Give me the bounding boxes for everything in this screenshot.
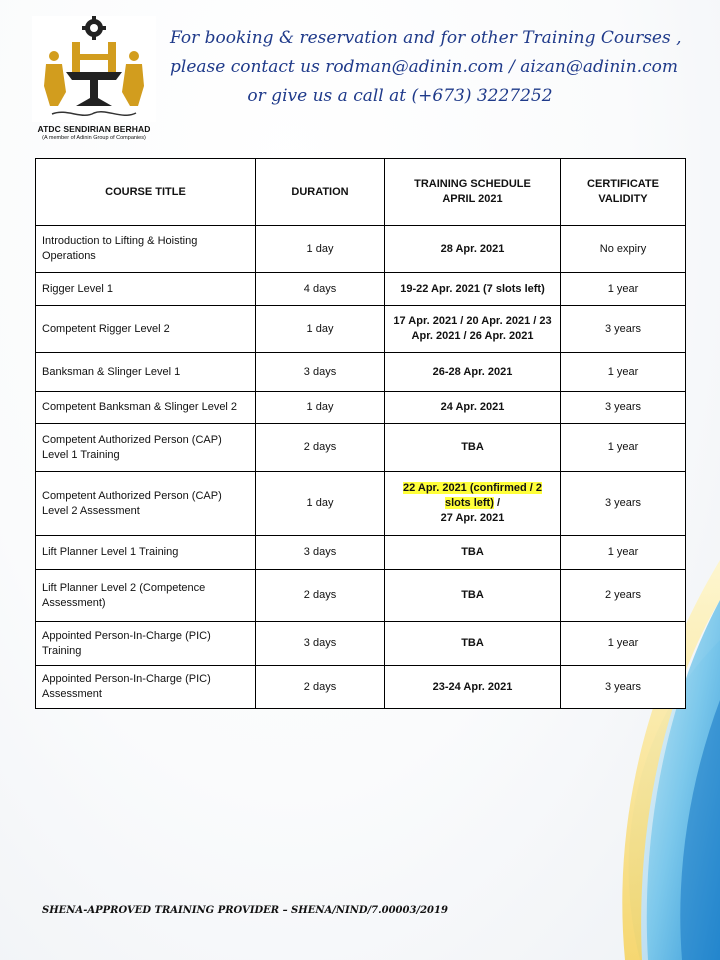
table-row: [36, 666, 686, 709]
table-row: [36, 424, 686, 472]
schedule-cell: [385, 472, 561, 536]
header-schedule-line-2: APRIL 2021: [442, 193, 503, 205]
schedule-cell: 26-28 Apr. 2021: [385, 353, 561, 392]
validity-cell: 3 years: [561, 306, 686, 353]
validity-cell: 3 years: [561, 392, 686, 424]
header-training-schedule: [385, 159, 561, 226]
header-schedule-line-1: TRAINING SCHEDULE: [414, 178, 531, 190]
validity-cell: 2 years: [561, 570, 686, 622]
duration-cell: 1 day: [256, 306, 385, 353]
contact-line-3[interactable]: or give us a call at (+673) 3227252: [247, 86, 553, 106]
duration-cell: 1 day: [256, 226, 385, 273]
schedule-cell: TBA: [385, 570, 561, 622]
table-row: [36, 392, 686, 424]
course-title-cell: Appointed Person-In-Charge (PIC) Assessment: [36, 666, 256, 709]
schedule-cell: 23-24 Apr. 2021: [385, 666, 561, 709]
validity-cell: 1 year: [561, 622, 686, 666]
validity-cell: No expiry: [561, 226, 686, 273]
company-logo: [32, 16, 156, 146]
contact-info: [170, 24, 682, 111]
schedule-cell: 19-22 Apr. 2021 (7 slots left): [385, 273, 561, 306]
schedule-cell: 24 Apr. 2021: [385, 392, 561, 424]
validity-cell: 1 year: [561, 353, 686, 392]
schedule-cell: 28 Apr. 2021: [385, 226, 561, 273]
course-title-cell: Competent Rigger Level 2: [36, 306, 256, 353]
schedule-cell: TBA: [385, 622, 561, 666]
duration-cell: 2 days: [256, 666, 385, 709]
validity-cell: 1 year: [561, 424, 686, 472]
validity-cell: 1 year: [561, 536, 686, 570]
table-row: [36, 622, 686, 666]
training-schedule-table: [35, 158, 686, 709]
duration-cell: 3 days: [256, 536, 385, 570]
duration-cell: 3 days: [256, 353, 385, 392]
course-title-cell: Lift Planner Level 2 (Competence Assessment): [36, 570, 256, 622]
schedule-cell: 17 Apr. 2021 / 20 Apr. 2021 / 23 Apr. 2021 / 26 Apr. 2021: [385, 306, 561, 353]
course-title-cell: Competent Banksman & Slinger Level 2: [36, 392, 256, 424]
validity-cell: 3 years: [561, 472, 686, 536]
course-title-cell: Appointed Person-In-Charge (PIC) Training: [36, 622, 256, 666]
contact-line-1: For booking & reservation and for other Training Courses ,: [170, 28, 682, 48]
table-row: [36, 472, 686, 536]
company-tagline: (A member of Adinin Group of Companies): [42, 135, 146, 141]
table-header-row: [36, 159, 686, 226]
schedule-cell: TBA: [385, 536, 561, 570]
schedule-rest: 27 Apr. 2021: [440, 512, 505, 524]
company-name: ATDC SENDIRIAN BERHAD: [37, 124, 151, 134]
validity-cell: 1 year: [561, 273, 686, 306]
duration-cell: 2 days: [256, 424, 385, 472]
table-row: [36, 306, 686, 353]
duration-cell: 1 day: [256, 472, 385, 536]
duration-cell: 2 days: [256, 570, 385, 622]
course-title-cell: Rigger Level 1: [36, 273, 256, 306]
schedule-separator: /: [493, 497, 501, 509]
course-title-cell: Introduction to Lifting & Hoisting Operations: [36, 226, 256, 273]
contact-line-2[interactable]: please contact us rodman@adinin.com / aizan@adinin.com: [170, 57, 678, 77]
table-row: [36, 353, 686, 392]
table-row: [36, 570, 686, 622]
duration-cell: 4 days: [256, 273, 385, 306]
header-duration: DURATION: [256, 159, 385, 226]
table-row: [36, 273, 686, 306]
header-course-title: COURSE TITLE: [36, 159, 256, 226]
schedule-highlight: 22 Apr. 2021 (confirmed / 2 slots left): [403, 482, 542, 509]
logo-emblem-icon: [32, 16, 156, 122]
schedule-cell: TBA: [385, 424, 561, 472]
course-title-cell: Lift Planner Level 1 Training: [36, 536, 256, 570]
table-row: [36, 226, 686, 273]
duration-cell: 1 day: [256, 392, 385, 424]
course-title-cell: Banksman & Slinger Level 1: [36, 353, 256, 392]
footer-accreditation: SHENA-APPROVED TRAINING PROVIDER – SHENA/NIND/7.00003/2019: [42, 905, 448, 916]
header-validity-line-2: VALIDITY: [598, 193, 648, 205]
course-title-cell: Competent Authorized Person (CAP) Level 1 Training: [36, 424, 256, 472]
duration-cell: 3 days: [256, 622, 385, 666]
table-row: [36, 536, 686, 570]
course-title-cell: Competent Authorized Person (CAP) Level 2 Assessment: [36, 472, 256, 536]
header-validity-line-1: CERTIFICATE: [587, 178, 659, 190]
header-certificate-validity: [561, 159, 686, 226]
validity-cell: 3 years: [561, 666, 686, 709]
